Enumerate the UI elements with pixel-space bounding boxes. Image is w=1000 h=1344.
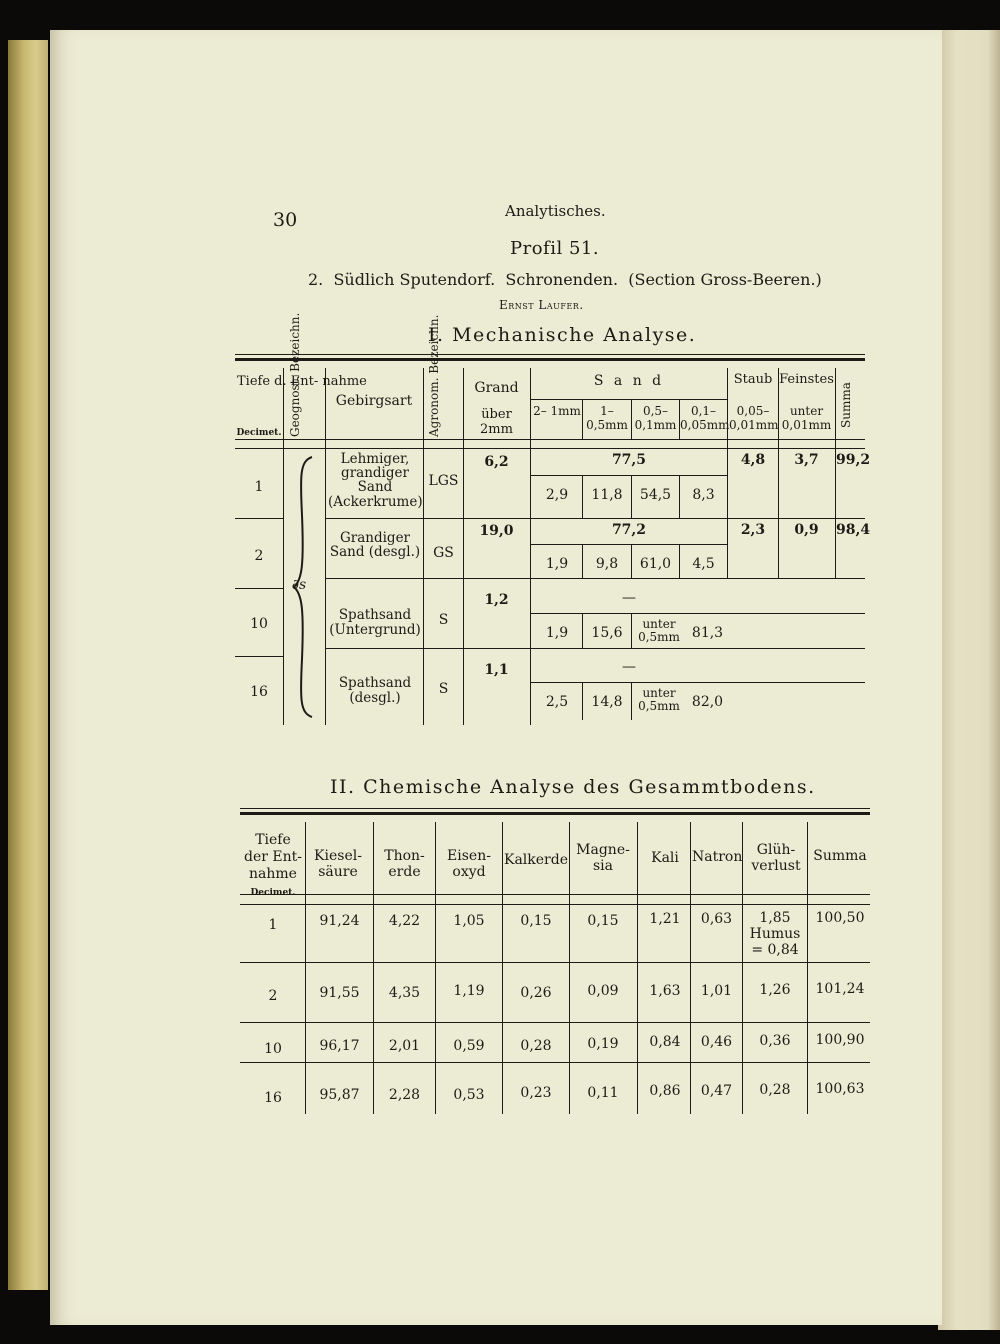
chem-row-kalk: 0,26 (520, 985, 552, 1001)
chem-header-kalk: Kalkerde (504, 852, 568, 868)
chem-header-kali: Kali (651, 850, 679, 866)
page-number: 30 (273, 209, 298, 231)
mech-row-sand-3: 81,3 (691, 625, 724, 641)
chem-row-natron: 0,46 (700, 1034, 733, 1050)
mech-row-sand-total: 77,2 (611, 522, 647, 538)
mech-row-summa: 98,4 (836, 522, 871, 538)
mech-row-sand-1: 15,6 (591, 625, 623, 641)
chem-row-eisen: 0,53 (453, 1087, 485, 1103)
mech-row-tiefe: 10 (250, 616, 268, 632)
chem-row-eisen: 1,19 (453, 983, 485, 999)
mech-row-sand-1: 11,8 (591, 487, 623, 503)
chem-header-thon: Thon- erde (384, 848, 425, 881)
subtitle-place: Südlich Sputendorf. (333, 270, 496, 289)
header-sand-col-0: 2– 1mm (533, 404, 581, 418)
chem-row-tiefe: 2 (268, 988, 278, 1004)
chem-row-magnesia: 0,09 (587, 983, 619, 999)
mech-row-sand-3: 8,3 (692, 487, 715, 503)
mech-row-gebirgsart: Lehmiger, grandiger Sand (Ackerkrume) (328, 451, 423, 510)
mech-row-gebirgsart: Spathsand (Untergrund) (329, 607, 421, 638)
mech-row-summa: 99,2 (836, 452, 871, 468)
profil-title: Profil 51. (510, 238, 600, 259)
chem-row-gluh: 0,36 (759, 1033, 791, 1049)
chem-row-kalk: 0,28 (520, 1038, 552, 1054)
mech-row-sand-1: 9,8 (595, 556, 619, 572)
running-title: Analytisches. (505, 202, 606, 220)
mech-row-feinstes: 3,7 (794, 452, 819, 468)
geognost-symbol: ∂s (291, 577, 307, 593)
section2-title: II. Chemische Analyse des Gesammtbodens. (330, 776, 816, 798)
chem-row-kali: 1,21 (649, 911, 681, 927)
header-grand-sub (465, 408, 528, 438)
mech-row-agronom: S (438, 612, 449, 628)
chem-header-summa: Summa (813, 848, 867, 864)
mech-row-grand: 19,0 (479, 523, 514, 539)
mech-row-sand-0: 1,9 (545, 556, 569, 572)
mech-row-sand-2: unter 0,5mm (638, 686, 680, 714)
chem-row-gluh: 0,28 (759, 1082, 791, 1098)
header-feinstes: Feinstes (779, 372, 834, 387)
header-tiefe: Tiefe d. Ent- nahme (237, 374, 367, 389)
header-agronom: Agronom. Bezeichn. (427, 314, 441, 437)
chem-header-eisen: Eisen- oxyd (447, 848, 491, 881)
header-tiefe-unit: Decimet. (236, 428, 282, 438)
mech-row-tiefe: 16 (250, 684, 268, 700)
chem-row-kalk: 0,15 (520, 913, 552, 929)
chem-row-tiefe: 10 (264, 1041, 282, 1057)
chem-row-kiesel: 95,87 (319, 1087, 360, 1103)
chem-row-tiefe: 1 (268, 917, 278, 933)
chem-header-magnesia: Magne- sia (576, 842, 630, 875)
profil-subtitle (308, 270, 822, 289)
chem-row-summa: 100,50 (815, 910, 865, 926)
chem-row-kiesel: 96,17 (319, 1038, 360, 1054)
header-geognost: Geognost. Bezeichn. (288, 312, 302, 437)
mech-row-sand-total: — (622, 590, 636, 606)
grand-sub-text: über 2mm (480, 407, 513, 437)
chem-header-kiesel: Kiesel- säure (314, 848, 362, 881)
chem-row-thon: 2,01 (388, 1038, 421, 1054)
header-sand-col-1: 1– 0,5mm (586, 404, 628, 432)
book-page (50, 30, 942, 1325)
header-staub-sub: 0,05– 0,01mm (729, 404, 779, 432)
mech-row-feinstes: 0,9 (794, 522, 819, 538)
mech-row-tiefe: 2 (254, 548, 264, 564)
mech-row-grand: 1,2 (484, 592, 509, 608)
mech-row-agronom: GS (433, 545, 454, 561)
mech-row-agronom: S (438, 681, 449, 697)
mech-row-sand-0: 2,5 (545, 694, 569, 710)
chem-row-natron: 0,47 (700, 1083, 733, 1099)
chem-row-humus: Humus (749, 926, 801, 942)
mech-row-grand: 1,1 (484, 662, 509, 678)
chem-row-tiefe: 16 (264, 1090, 282, 1106)
mech-row-sand-3: 82,0 (691, 694, 724, 710)
chem-header-tiefe: Tiefe der Ent- nahme (244, 832, 302, 882)
chem-row-humus-value: = 0,84 (751, 942, 799, 958)
author: Ernst Laufer. (499, 298, 584, 312)
chem-row-kiesel: 91,55 (319, 985, 360, 1001)
chem-row-kiesel: 91,24 (319, 913, 360, 929)
book-edge-right (938, 30, 1000, 1330)
header-sand: S a n d (593, 373, 665, 389)
header-grand: Grand (474, 380, 519, 396)
mech-row-tiefe: 1 (254, 479, 264, 495)
chem-row-natron: 0,63 (700, 911, 733, 927)
chem-row-kali: 1,63 (649, 983, 681, 999)
chem-row-summa: 101,24 (815, 981, 865, 997)
chem-row-thon: 4,22 (388, 913, 421, 929)
mech-row-sand-1: 14,8 (591, 694, 623, 710)
chem-row-eisen: 1,05 (453, 913, 485, 929)
mech-row-sand-2: 61,0 (639, 556, 672, 572)
mech-row-sand-3: 4,5 (692, 556, 715, 572)
mech-row-gebirgsart: Spathsand (desgl.) (338, 675, 412, 706)
header-feinstes-sub: unter 0,01mm (781, 404, 832, 432)
subtitle-locality: Schronenden. (505, 270, 619, 289)
chem-row-summa: 100,63 (815, 1081, 865, 1097)
chem-row-magnesia: 0,11 (587, 1085, 619, 1101)
chem-row-kali: 0,84 (649, 1034, 681, 1050)
mech-row-sand-total: 77,5 (611, 452, 647, 468)
header-sand-col-3: 0,1– 0,05mm (680, 404, 730, 432)
mech-row-grand: 6,2 (484, 454, 509, 470)
mech-row-staub: 4,8 (740, 452, 766, 468)
section1-title: I. Mechanische Analyse. (428, 324, 697, 346)
header-staub: Staub (733, 372, 773, 387)
chem-row-summa: 100,90 (815, 1032, 865, 1048)
chem-header-natron: Natron (692, 849, 743, 865)
mech-row-sand-0: 2,9 (545, 487, 569, 503)
chem-row-magnesia: 0,19 (587, 1036, 619, 1052)
mech-row-staub: 2,3 (740, 522, 766, 538)
subtitle-section: (Section Gross-Beeren.) (628, 270, 822, 289)
mech-row-sand-2: 54,5 (639, 487, 672, 503)
subtitle-num: 2. (308, 270, 324, 289)
chem-header-gluh: Glüh- verlust (751, 842, 801, 875)
header-sand-col-2: 0,5– 0,1mm (634, 404, 677, 432)
chem-header-tiefe-unit: Decimet. (250, 888, 296, 898)
chem-row-thon: 4,35 (388, 985, 421, 1001)
chem-row-natron: 1,01 (700, 983, 733, 999)
chem-row-magnesia: 0,15 (587, 913, 619, 929)
mech-row-sand-2: unter 0,5mm (638, 617, 680, 645)
book-edge-left (8, 40, 48, 1290)
chem-row-gluh: 1,26 (759, 982, 791, 998)
chem-row-gluh: 1,85 (759, 910, 791, 926)
mech-row-sand-0: 1,9 (545, 625, 569, 641)
mech-row-agronom: LGS (428, 473, 459, 489)
chem-row-thon: 2,28 (388, 1087, 421, 1103)
header-summa: Summa (839, 382, 853, 428)
mech-row-gebirgsart: Grandiger Sand (desgl.) (329, 530, 421, 561)
chem-row-kalk: 0,23 (520, 1085, 552, 1101)
chem-row-kali: 0,86 (649, 1083, 681, 1099)
mech-row-sand-total: — (622, 659, 636, 675)
chem-row-eisen: 0,59 (453, 1038, 485, 1054)
header-gebirgsart: Gebirgsart (335, 393, 413, 409)
